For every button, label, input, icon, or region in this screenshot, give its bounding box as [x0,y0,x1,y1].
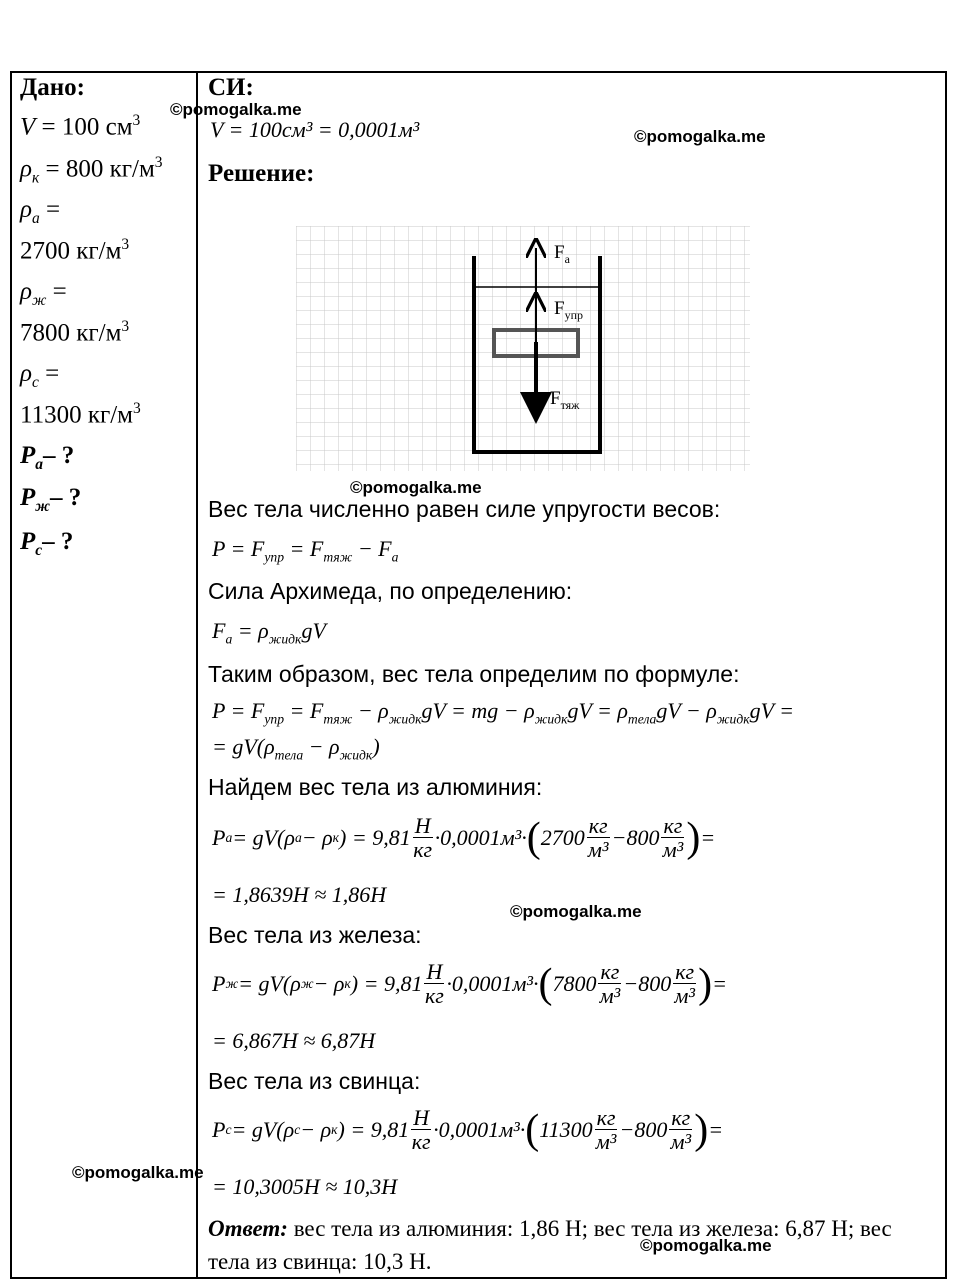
given-symbol: ρ [20,278,32,305]
equation-term: − ρ [303,734,340,759]
given-symbol: ρ [20,360,32,387]
equation-subscript: упр [264,549,285,565]
equation-term: ·0,0001м³· [434,824,527,850]
given-value: 7800 кг/м [20,319,122,347]
equation-term: P = F [212,536,265,561]
equation-term: ·0,0001м³· [433,1116,526,1142]
given-line [20,112,140,141]
fraction-denominator: м³ [670,1129,692,1155]
equation-formula-line1 [212,698,794,727]
given-line [20,484,81,516]
equation-subscript: жидк [388,711,422,727]
density-unit-fraction [587,814,610,861]
left-paren: ( [538,960,553,1007]
fraction-denominator: кг [411,1129,431,1155]
given-subscript: а [35,456,44,473]
given-value: = 800 кг/м [39,155,155,183]
equation-subscript: тела [274,747,304,763]
equation-term: = [700,824,716,850]
given-value: – ? [42,528,74,555]
equation-term: P [212,1116,226,1142]
equation-term: gV = [749,698,794,723]
equation-term: gV = mg − ρ [421,698,535,723]
fraction-denominator: м³ [674,983,695,1009]
given-value: – ? [50,484,82,511]
given-subscript: ж [32,292,47,309]
equation-term: −800 [623,970,672,996]
given-line [20,196,60,228]
ftyazh-label: $F_{тяж}$ [550,388,580,412]
fraction-denominator: м³ [662,837,684,863]
density-unit-fraction [673,960,696,1007]
given-header: Дано: [20,74,85,101]
equation-term: 11300 [539,1116,593,1142]
solution-header: Решение: [208,160,315,187]
density-unit-fraction [595,1106,618,1153]
equation-subscript: жидк [534,711,568,727]
answer-label: Ответ: [208,1216,288,1241]
unit-fraction [411,1106,431,1153]
equation-subscript: тяж [323,549,353,565]
equation-subscript: a [391,549,399,565]
given-line [20,400,141,429]
given-line [20,318,129,347]
equation-term: = gV(ρ [232,824,295,850]
equation-subscript: a [225,631,233,647]
equation-term: 2700 [540,824,585,850]
equation-term: − ρ [301,824,333,850]
given-symbol: P [20,484,36,511]
fraction-denominator: м³ [587,837,609,863]
equation-aluminium [212,814,715,861]
equation-term: = gV(ρ [238,970,301,996]
right-paren: ) [694,1106,709,1153]
fraction-numerator: кг [671,1105,691,1130]
equation-term: − ρ [352,698,389,723]
paragraph-lead: Вес тела из свинца: [208,1068,421,1094]
equation-subscript: жидк [339,747,373,763]
equation-term: ) = 9,81 [339,824,411,850]
answer [208,1212,933,1279]
given-value: = 100 см [35,113,133,141]
force-diagram [296,226,750,476]
left-paren: ( [525,1106,540,1153]
watermark: ©pomogalka.me [510,902,642,921]
si-line: V = 100см³ = 0,0001м³ [210,117,420,142]
paragraph-iron: Вес тела из железа: [208,922,422,948]
fraction-numerator: кг [600,959,620,984]
result-aluminium: = 1,8639Н ≈ 1,86Н [212,882,387,907]
equation-subscript: тяж [323,711,353,727]
equation-term: ) [372,734,380,759]
si-header: СИ: [208,74,254,101]
given-subscript: с [32,374,39,391]
given-symbol: ρ [20,155,32,183]
equation-subscript: жидк [268,631,302,647]
given-superscript: 3 [121,318,130,335]
equation-subscript: с [294,1121,301,1137]
given-value: = [46,278,67,305]
equation-term: gV − ρ [656,698,717,723]
equation-term: = F [284,536,324,561]
given-value: 2700 кг/м [20,237,122,265]
fraction-denominator: кг [424,983,444,1009]
fraction-numerator: Н [413,1105,430,1130]
equation-subscript: a [294,829,302,845]
equation-subscript: к [331,1121,338,1137]
given-value: = [38,360,60,387]
given-superscript: 3 [133,400,141,417]
unit-fraction [413,814,433,861]
paragraph-aluminium: Найдем вес тела из алюминия: [208,774,543,800]
equation-term: ) = 9,81 [350,970,423,996]
equation-term: − F [352,536,392,561]
density-unit-fraction [598,960,621,1007]
paragraph-weight: Вес тела численно равен силе упругости весов: [208,496,721,522]
equation-term: ·0,0001м³· [446,970,539,996]
right-paren: ) [698,960,713,1007]
given-symbol: P [20,442,36,469]
given-subscript: ж [35,498,51,515]
given-subscript: с [35,542,43,559]
given-line [20,442,74,474]
equation-term: P = F [212,698,265,723]
equation-term: gV [301,618,326,643]
paragraph-formula: Таким образом, вес тела определим по формуле: [208,661,740,687]
given-line [20,236,129,265]
fraction-numerator: кг [588,813,608,838]
fa-label: $F_а$ [554,242,570,266]
column-divider [196,71,198,1279]
given-line [20,154,163,187]
equation-subscript: к [332,829,340,845]
equation-term: = gV(ρ [212,734,275,759]
fraction-numerator: Н [426,959,443,984]
equation-term: = [712,970,727,996]
equation-subscript: ж [300,975,314,991]
equation-subscript: жидк [716,711,750,727]
equation-subscript: к [344,975,351,991]
equation-lead [212,1106,723,1153]
equation-term: gV = ρ [567,698,628,723]
equation-subscript: упр [264,711,285,727]
unit-fraction [424,960,444,1007]
equation-term: = gV(ρ [231,1116,295,1142]
given-subscript: к [32,169,40,187]
given-value: 11300 кг/м [20,401,133,429]
given-subscript: а [32,210,40,227]
watermark: ©pomogalka.me [350,478,482,497]
right-paren: ) [686,814,701,861]
given-superscript: 3 [154,154,163,171]
equation-term: = ρ [232,618,269,643]
equation-subscript: a [225,829,233,845]
equation-subscript: ж [225,975,239,991]
equation-subscript: с [225,1121,232,1137]
fraction-numerator: кг [596,1105,616,1130]
given-superscript: 3 [121,236,130,253]
fraction-numerator: кг [675,959,695,984]
equation-term: −800 [611,824,660,850]
equation-term: 7800 [552,970,597,996]
equation-term: ) = 9,81 [337,1116,410,1142]
watermark: ©pomogalka.me [72,1163,204,1182]
density-unit-fraction [669,1106,692,1153]
fraction-numerator: Н [414,813,431,838]
equation-archimedes [212,618,326,647]
given-line [20,360,59,392]
given-value: = [39,196,61,223]
density-unit-fraction [661,814,684,861]
equation-iron [212,960,727,1007]
equation-formula-line2 [212,734,380,763]
grid-background [296,226,750,471]
answer-text: вес тела из алюминия: 1,86 Н; вес тела из железа: 6,87 Н; вес тела из свинца: 10,3 Н. [208,1216,892,1275]
result-iron: = 6,867Н ≈ 6,87Н [212,1028,376,1053]
watermark: ©pomogalka.me [640,1236,772,1255]
watermark: ©pomogalka.me [170,100,302,119]
fraction-numerator: кг [663,813,683,838]
equation-subscript: тела [627,711,657,727]
equation-term: = [708,1116,724,1142]
equation-weight [212,536,398,565]
fupr-label: $F_{упр}$ [554,298,583,322]
given-symbol: ρ [20,196,32,223]
given-line [20,528,73,560]
equation-term: − ρ [300,1116,332,1142]
result-lead: = 10,3005Н ≈ 10,3Н [212,1174,398,1199]
paragraph-archimedes: Сила Архимеда, по определению: [208,578,573,604]
equation-term: F [212,618,226,643]
equation-term: P [212,970,226,996]
fraction-denominator: м³ [599,983,621,1009]
given-symbol: P [20,528,36,555]
equation-term: −800 [619,1116,668,1142]
fraction-denominator: кг [413,837,433,863]
watermark: ©pomogalka.me [634,127,766,146]
given-symbol: V [20,113,36,141]
given-value: – ? [43,442,75,469]
equation-term: P [212,824,226,850]
equation-term: = F [284,698,324,723]
given-line [20,278,67,310]
equation-term: − ρ [313,970,345,996]
given-superscript: 3 [132,112,141,129]
left-paren: ( [526,814,541,861]
fraction-denominator: м³ [595,1129,617,1155]
